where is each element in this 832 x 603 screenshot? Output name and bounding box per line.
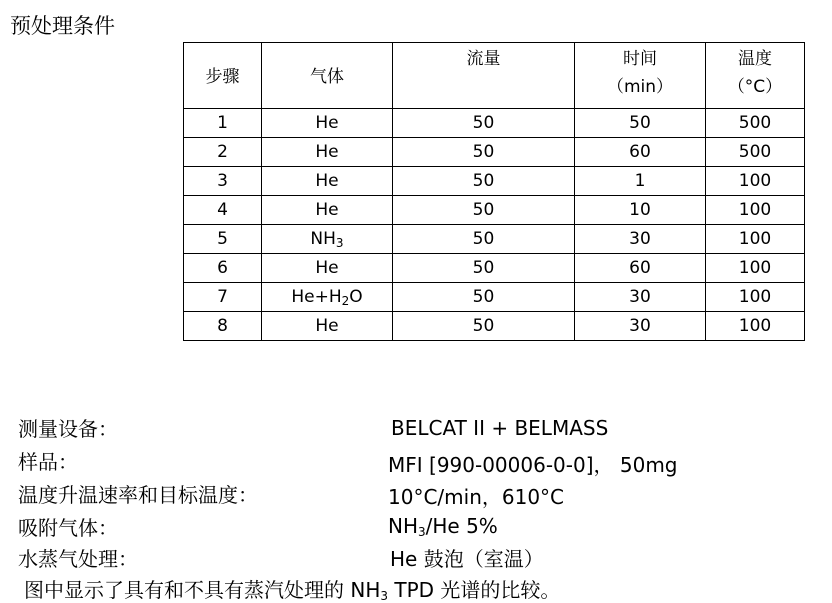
cell-flow: 50 xyxy=(393,312,575,341)
header-gas: 气体 xyxy=(262,43,393,109)
table-row xyxy=(184,138,805,167)
cell-time: 30 xyxy=(575,225,706,254)
gas-main: He xyxy=(315,200,339,220)
equipment-label: 测量设备： xyxy=(18,417,118,441)
cell-temp: 100 xyxy=(706,254,805,283)
header-time-unit: （min） xyxy=(606,77,674,97)
table-header-row xyxy=(184,43,805,109)
header-temp-unit: （°C） xyxy=(727,77,783,97)
cell-step: 7 xyxy=(184,283,262,312)
caption xyxy=(24,574,560,603)
cell-step: 3 xyxy=(184,167,262,196)
steam-value: He 鼓泡（室温） xyxy=(390,547,544,571)
cell-time: 10 xyxy=(575,196,706,225)
cell-time: 60 xyxy=(575,138,706,167)
header-temp xyxy=(706,43,805,109)
cell-flow: 50 xyxy=(393,283,575,312)
pretreatment-table xyxy=(183,42,805,341)
cell-time: 50 xyxy=(575,109,706,138)
cell-temp: 500 xyxy=(706,138,805,167)
cell-gas xyxy=(262,225,393,254)
header-step: 步骤 xyxy=(184,43,262,109)
cell-flow: 50 xyxy=(393,138,575,167)
cell-temp: 100 xyxy=(706,283,805,312)
table-row xyxy=(184,283,805,312)
caption-after: TPD 光谱的比较。 xyxy=(388,578,561,602)
cell-step: 8 xyxy=(184,312,262,341)
cell-gas xyxy=(262,254,393,283)
cell-time: 30 xyxy=(575,283,706,312)
gas-sub: 2 xyxy=(341,294,350,308)
adsorb-value-sub: 3 xyxy=(418,525,426,539)
caption-sub: 3 xyxy=(380,589,388,603)
cell-temp: 100 xyxy=(706,225,805,254)
cell-step: 5 xyxy=(184,225,262,254)
equipment-value: BELCAT II + BELMASS xyxy=(391,416,609,440)
cell-flow: 50 xyxy=(393,254,575,283)
cell-time: 60 xyxy=(575,254,706,283)
cell-flow: 50 xyxy=(393,196,575,225)
table-row xyxy=(184,254,805,283)
cell-step: 1 xyxy=(184,109,262,138)
cell-gas xyxy=(262,109,393,138)
table-row xyxy=(184,312,805,341)
table-row xyxy=(184,109,805,138)
table-row xyxy=(184,167,805,196)
gas-main: He xyxy=(315,258,339,278)
cell-gas xyxy=(262,196,393,225)
gas-main: He+H xyxy=(291,287,342,307)
cell-flow: 50 xyxy=(393,225,575,254)
gas-main: He xyxy=(315,113,339,133)
header-temp-label: 温度 xyxy=(738,49,772,69)
adsorb-label: 吸附气体： xyxy=(18,516,118,540)
cell-temp: 100 xyxy=(706,167,805,196)
gas-sub: 3 xyxy=(335,236,344,250)
sample-value: MFI [990-00006-0-0]， 50mg xyxy=(388,453,678,477)
ramp-value: 10°C/min，610°C xyxy=(388,485,565,509)
adsorb-value-main: NH xyxy=(388,514,418,538)
cell-gas xyxy=(262,312,393,341)
cell-temp: 500 xyxy=(706,109,805,138)
steam-label: 水蒸气处理： xyxy=(18,547,138,571)
cell-time: 30 xyxy=(575,312,706,341)
cell-step: 6 xyxy=(184,254,262,283)
cell-gas xyxy=(262,138,393,167)
gas-tail: O xyxy=(349,287,363,307)
caption-before: 图中显示了具有和不具有蒸汽处理的 NH xyxy=(24,578,381,602)
cell-flow: 50 xyxy=(393,109,575,138)
header-time xyxy=(575,43,706,109)
cell-step: 4 xyxy=(184,196,262,225)
header-flow: 流量 xyxy=(393,43,575,109)
cell-step: 2 xyxy=(184,138,262,167)
table-row xyxy=(184,196,805,225)
adsorb-value-tail: /He 5% xyxy=(425,514,498,538)
gas-main: NH xyxy=(310,229,336,249)
sample-label: 样品： xyxy=(18,450,78,474)
cell-flow: 50 xyxy=(393,167,575,196)
ramp-label: 温度升温速率和目标温度： xyxy=(18,483,258,507)
cell-temp: 100 xyxy=(706,196,805,225)
table-row xyxy=(184,225,805,254)
cell-gas xyxy=(262,283,393,312)
cell-temp: 100 xyxy=(706,312,805,341)
gas-main: He xyxy=(315,171,339,191)
header-time-label: 时间 xyxy=(623,49,657,69)
cell-gas xyxy=(262,167,393,196)
cell-time: 1 xyxy=(575,167,706,196)
adsorb-value xyxy=(388,514,498,538)
page-title: 预处理条件 xyxy=(10,14,115,38)
gas-main: He xyxy=(315,316,339,336)
gas-main: He xyxy=(315,142,339,162)
